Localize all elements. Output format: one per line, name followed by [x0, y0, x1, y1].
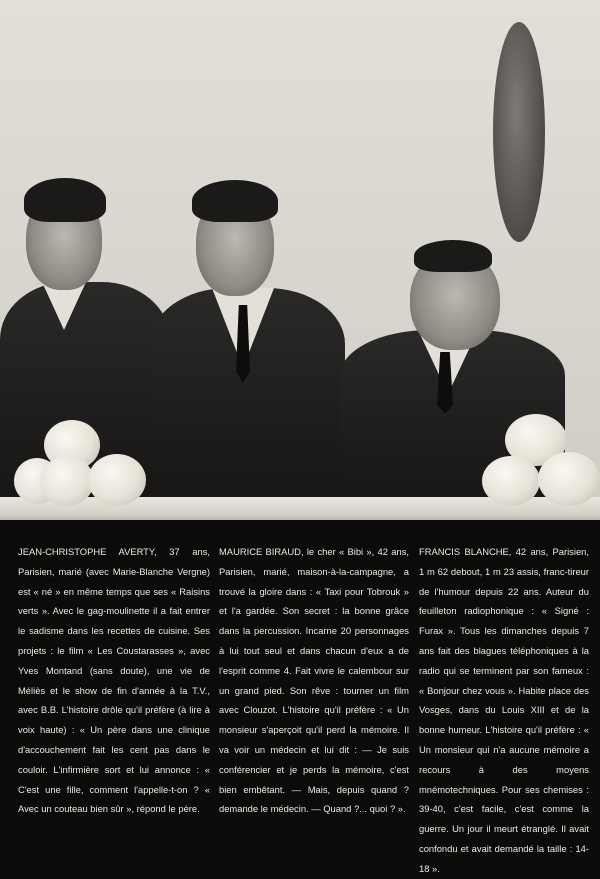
caption-averty: JEAN-CHRISTOPHE AVERTY, 37 ans, Parisien, marié (avec Marie-Blanche Vergne) est « né » en même temps que ses « Raisins verts ». Avec le gag-moulinette il a fait entrer le sadisme dans les recettes de cuisine. Ses projets : le film « Les Coustarasses », avec Yves Montand (sans doute), une vie de Méliès et le show de fin d'année à la T.V., avec B.B. L'histoire drôle qu'il préfère (à lire à voix haute) : « Un père dans une clinique d'accouchement fait les cent pas dans le couloir. L'infirmière sort et lui annonce : « C'est une fille, comment l'appelle-t-on ? « Avec un couteau bien sûr », répond le père. [18, 546, 210, 815]
caption-biraud: MAURICE BIRAUD, le cher « Bibi », 42 ans, Parisien, marié, maison-à-la-campagne, a trouvé la gloire dans : « Taxi pour Tobrouk » et l'a gardée. Son secret : la bonne grâce dans la percussion. Incarne 20 personnages à lui tout seul et dans chacun d'eux a de l'esprit comme 4. Fait vivre le calembour sur un grand pied. Son rêve : tourner un film avec Clouzot. L'histoire qu'il préfère : « Un monsieur s'aperçoit qu'il perd la mémoire. Il va voir un médecin et lui dit : — Je suis conférencier et je perds la mémoire, c'est bien embêtant. — Mais, depuis quand ? demande le médecin. — Quand ?... quoi ? ». [219, 546, 409, 815]
dark-oval-mirror [493, 22, 545, 242]
caption-blanche: FRANCIS BLANCHE, 42 ans, Parisien, 1 m 62 debout, 1 m 23 assis, franc-tireur de l'humour depuis 22 ans. Auteur du feuilleton radiophonique : « Signé : Furax ». Tous les dimanches depuis 7 ans fait des blagues téléphoniques à la radio qui se terminent par son fameux : « Bonjour chez vous ». Habite place des Vosges, dans du Louis XIII et de la bonne humeur. L'histoire qu'il préfère : « Un monsieur qui n'a aucune mémoire a recours à des moyens mnémotechniques. Pour ses chemises : 39-40, c'est facile, c'est comme la guerre. Un jour il meurt étranglé. Il avait confondu et avait demandé la taille : 14-18 ». [419, 546, 589, 874]
